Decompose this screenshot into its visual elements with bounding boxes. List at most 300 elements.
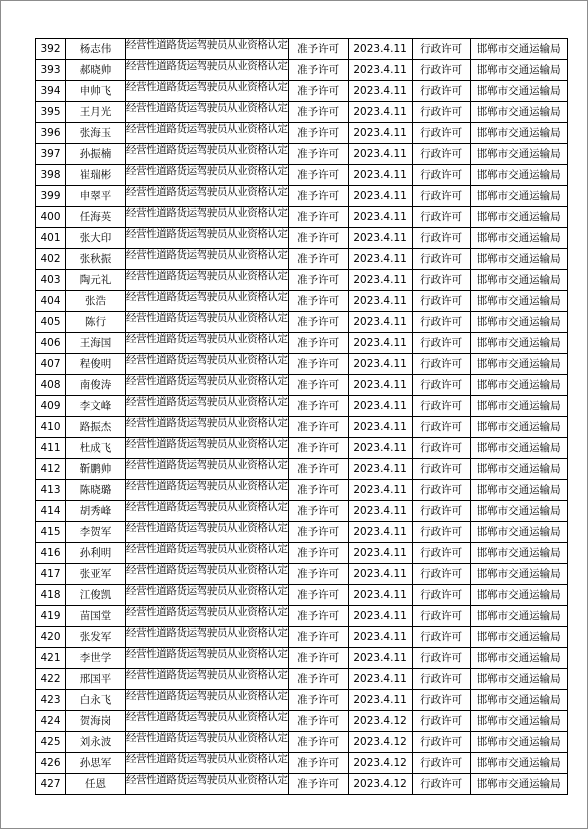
decision-type-cell: 行政许可 bbox=[412, 522, 470, 543]
permit-result-cell: 准予许可 bbox=[288, 396, 348, 417]
table-row bbox=[36, 606, 568, 627]
driver-name-cell: 郝晓帅 bbox=[66, 60, 126, 81]
table-row bbox=[36, 543, 568, 564]
issuing-authority-cell: 邯郸市交通运输局 bbox=[470, 648, 567, 669]
row-number-cell: 422 bbox=[36, 669, 66, 690]
driver-name-cell: 白永飞 bbox=[66, 690, 126, 711]
issuing-authority-cell: 邯郸市交通运输局 bbox=[470, 585, 567, 606]
permit-category-cell bbox=[126, 312, 289, 333]
table-row bbox=[36, 396, 568, 417]
driver-name-cell: 靳鹏帅 bbox=[66, 459, 126, 480]
decision-type-cell: 行政许可 bbox=[412, 459, 470, 480]
row-number-cell: 415 bbox=[36, 522, 66, 543]
issuing-authority-cell: 邯郸市交通运输局 bbox=[470, 228, 567, 249]
permit-category-text: 经营性道路货运驾驶员从业资格认定 bbox=[126, 480, 288, 492]
table-row bbox=[36, 249, 568, 270]
permit-category-cell bbox=[126, 585, 289, 606]
permit-category-cell bbox=[126, 60, 289, 81]
driver-name-cell: 陈晓璐 bbox=[66, 480, 126, 501]
issuing-authority-cell: 邯郸市交通运输局 bbox=[470, 291, 567, 312]
permit-result-cell: 准予许可 bbox=[288, 774, 348, 795]
row-number-cell: 408 bbox=[36, 375, 66, 396]
table-row bbox=[36, 333, 568, 354]
permit-category-text: 经营性道路货运驾驶员从业资格认定 bbox=[126, 690, 288, 702]
driver-name-cell: 张亚军 bbox=[66, 564, 126, 585]
decision-type-cell: 行政许可 bbox=[412, 144, 470, 165]
permit-category-text: 经营性道路货运驾驶员从业资格认定 bbox=[126, 438, 288, 450]
driver-name-cell: 路振杰 bbox=[66, 417, 126, 438]
approval-date-cell: 2023.4.11 bbox=[348, 291, 412, 312]
driver-name-cell: 孙利明 bbox=[66, 543, 126, 564]
permit-category-cell bbox=[126, 291, 289, 312]
permit-result-cell: 准予许可 bbox=[288, 459, 348, 480]
driver-name-cell: 李世学 bbox=[66, 648, 126, 669]
issuing-authority-cell: 邯郸市交通运输局 bbox=[470, 774, 567, 795]
driver-name-cell: 张秋振 bbox=[66, 249, 126, 270]
issuing-authority-cell: 邯郸市交通运输局 bbox=[470, 312, 567, 333]
permit-category-text: 经营性道路货运驾驶员从业资格认定 bbox=[126, 207, 288, 219]
table-row bbox=[36, 690, 568, 711]
permit-category-cell bbox=[126, 774, 289, 795]
issuing-authority-cell: 邯郸市交通运输局 bbox=[470, 459, 567, 480]
row-number-cell: 393 bbox=[36, 60, 66, 81]
permit-result-cell: 准予许可 bbox=[288, 480, 348, 501]
permit-category-cell bbox=[126, 333, 289, 354]
permit-result-cell: 准予许可 bbox=[288, 123, 348, 144]
table-row bbox=[36, 774, 568, 795]
approval-date-cell: 2023.4.11 bbox=[348, 102, 412, 123]
permit-category-text: 经营性道路货运驾驶员从业资格认定 bbox=[126, 102, 288, 114]
approval-date-cell: 2023.4.11 bbox=[348, 522, 412, 543]
issuing-authority-cell: 邯郸市交通运输局 bbox=[470, 627, 567, 648]
table-row bbox=[36, 144, 568, 165]
permit-result-cell: 准予许可 bbox=[288, 669, 348, 690]
permit-category-cell bbox=[126, 270, 289, 291]
permit-category-cell bbox=[126, 438, 289, 459]
issuing-authority-cell: 邯郸市交通运输局 bbox=[470, 711, 567, 732]
permit-result-cell: 准予许可 bbox=[288, 606, 348, 627]
permit-category-cell bbox=[126, 606, 289, 627]
approval-date-cell: 2023.4.11 bbox=[348, 669, 412, 690]
decision-type-cell: 行政许可 bbox=[412, 354, 470, 375]
permit-category-text: 经营性道路货运驾驶员从业资格认定 bbox=[126, 354, 288, 366]
issuing-authority-cell: 邯郸市交通运输局 bbox=[470, 753, 567, 774]
driver-name-cell: 任海英 bbox=[66, 207, 126, 228]
permit-category-text: 经营性道路货运驾驶员从业资格认定 bbox=[126, 291, 288, 303]
issuing-authority-cell: 邯郸市交通运输局 bbox=[470, 375, 567, 396]
row-number-cell: 405 bbox=[36, 312, 66, 333]
permit-category-text: 经营性道路货运驾驶员从业资格认定 bbox=[126, 228, 288, 240]
permit-category-text: 经营性道路货运驾驶员从业资格认定 bbox=[126, 774, 288, 786]
decision-type-cell: 行政许可 bbox=[412, 417, 470, 438]
decision-type-cell: 行政许可 bbox=[412, 732, 470, 753]
permit-category-text: 经营性道路货运驾驶员从业资格认定 bbox=[126, 585, 288, 597]
permit-category-text: 经营性道路货运驾驶员从业资格认定 bbox=[126, 312, 288, 324]
approval-date-cell: 2023.4.11 bbox=[348, 333, 412, 354]
permit-category-text: 经营性道路货运驾驶员从业资格认定 bbox=[126, 564, 288, 576]
table-row bbox=[36, 270, 568, 291]
decision-type-cell: 行政许可 bbox=[412, 312, 470, 333]
row-number-cell: 400 bbox=[36, 207, 66, 228]
permit-result-cell: 准予许可 bbox=[288, 543, 348, 564]
row-number-cell: 404 bbox=[36, 291, 66, 312]
permit-category-text: 经营性道路货运驾驶员从业资格认定 bbox=[126, 711, 288, 723]
table-row bbox=[36, 186, 568, 207]
driver-name-cell: 江俊凯 bbox=[66, 585, 126, 606]
row-number-cell: 412 bbox=[36, 459, 66, 480]
permit-category-cell bbox=[126, 375, 289, 396]
decision-type-cell: 行政许可 bbox=[412, 228, 470, 249]
approval-date-cell: 2023.4.11 bbox=[348, 480, 412, 501]
table-row bbox=[36, 60, 568, 81]
permit-result-cell: 准予许可 bbox=[288, 249, 348, 270]
approval-date-cell: 2023.4.11 bbox=[348, 186, 412, 207]
issuing-authority-cell: 邯郸市交通运输局 bbox=[470, 39, 567, 60]
issuing-authority-cell: 邯郸市交通运输局 bbox=[470, 732, 567, 753]
permit-category-cell bbox=[126, 417, 289, 438]
permit-category-text: 经营性道路货运驾驶员从业资格认定 bbox=[126, 753, 288, 765]
permit-result-cell: 准予许可 bbox=[288, 690, 348, 711]
approval-date-cell: 2023.4.11 bbox=[348, 585, 412, 606]
permit-category-cell bbox=[126, 459, 289, 480]
table-row bbox=[36, 732, 568, 753]
permit-category-text: 经营性道路货运驾驶员从业资格认定 bbox=[126, 333, 288, 345]
permit-result-cell: 准予许可 bbox=[288, 501, 348, 522]
permit-result-cell: 准予许可 bbox=[288, 354, 348, 375]
decision-type-cell: 行政许可 bbox=[412, 60, 470, 81]
permit-category-cell bbox=[126, 165, 289, 186]
driver-name-cell: 张大印 bbox=[66, 228, 126, 249]
permit-category-cell bbox=[126, 249, 289, 270]
driver-name-cell: 刘永波 bbox=[66, 732, 126, 753]
decision-type-cell: 行政许可 bbox=[412, 186, 470, 207]
approval-date-cell: 2023.4.11 bbox=[348, 396, 412, 417]
issuing-authority-cell: 邯郸市交通运输局 bbox=[470, 543, 567, 564]
permit-result-cell: 准予许可 bbox=[288, 585, 348, 606]
table-row bbox=[36, 375, 568, 396]
issuing-authority-cell: 邯郸市交通运输局 bbox=[470, 60, 567, 81]
table-row bbox=[36, 39, 568, 60]
issuing-authority-cell: 邯郸市交通运输局 bbox=[470, 564, 567, 585]
row-number-cell: 401 bbox=[36, 228, 66, 249]
permit-category-cell bbox=[126, 354, 289, 375]
driver-name-cell: 杜成飞 bbox=[66, 438, 126, 459]
permit-category-cell bbox=[126, 186, 289, 207]
decision-type-cell: 行政许可 bbox=[412, 102, 470, 123]
decision-type-cell: 行政许可 bbox=[412, 669, 470, 690]
permit-result-cell: 准予许可 bbox=[288, 228, 348, 249]
permit-result-cell: 准予许可 bbox=[288, 627, 348, 648]
table-row bbox=[36, 480, 568, 501]
permit-category-cell bbox=[126, 543, 289, 564]
row-number-cell: 399 bbox=[36, 186, 66, 207]
approval-date-cell: 2023.4.11 bbox=[348, 459, 412, 480]
approval-date-cell: 2023.4.11 bbox=[348, 564, 412, 585]
driver-name-cell: 张海玉 bbox=[66, 123, 126, 144]
permit-result-cell: 准予许可 bbox=[288, 102, 348, 123]
row-number-cell: 417 bbox=[36, 564, 66, 585]
driver-name-cell: 胡秀峰 bbox=[66, 501, 126, 522]
permit-category-cell bbox=[126, 123, 289, 144]
approval-date-cell: 2023.4.11 bbox=[348, 249, 412, 270]
row-number-cell: 413 bbox=[36, 480, 66, 501]
permit-result-cell: 准予许可 bbox=[288, 270, 348, 291]
table-row bbox=[36, 522, 568, 543]
row-number-cell: 410 bbox=[36, 417, 66, 438]
driver-name-cell: 邢国平 bbox=[66, 669, 126, 690]
permit-category-text: 经营性道路货运驾驶员从业资格认定 bbox=[126, 543, 288, 555]
driver-name-cell: 王月光 bbox=[66, 102, 126, 123]
permit-result-cell: 准予许可 bbox=[288, 522, 348, 543]
issuing-authority-cell: 邯郸市交通运输局 bbox=[470, 480, 567, 501]
approval-date-cell: 2023.4.12 bbox=[348, 732, 412, 753]
table-row bbox=[36, 585, 568, 606]
issuing-authority-cell: 邯郸市交通运输局 bbox=[470, 606, 567, 627]
decision-type-cell: 行政许可 bbox=[412, 375, 470, 396]
issuing-authority-cell: 邯郸市交通运输局 bbox=[470, 270, 567, 291]
approval-date-cell: 2023.4.11 bbox=[348, 123, 412, 144]
row-number-cell: 406 bbox=[36, 333, 66, 354]
row-number-cell: 427 bbox=[36, 774, 66, 795]
permit-category-text: 经营性道路货运驾驶员从业资格认定 bbox=[126, 606, 288, 618]
decision-type-cell: 行政许可 bbox=[412, 627, 470, 648]
decision-type-cell: 行政许可 bbox=[412, 564, 470, 585]
row-number-cell: 402 bbox=[36, 249, 66, 270]
issuing-authority-cell: 邯郸市交通运输局 bbox=[470, 186, 567, 207]
permit-result-cell: 准予许可 bbox=[288, 375, 348, 396]
table-row bbox=[36, 291, 568, 312]
permit-category-text: 经营性道路货运驾驶员从业资格认定 bbox=[126, 39, 288, 51]
decision-type-cell: 行政许可 bbox=[412, 39, 470, 60]
permit-category-cell bbox=[126, 207, 289, 228]
permit-category-cell bbox=[126, 228, 289, 249]
row-number-cell: 426 bbox=[36, 753, 66, 774]
permit-category-cell bbox=[126, 627, 289, 648]
decision-type-cell: 行政许可 bbox=[412, 270, 470, 291]
permit-category-cell bbox=[126, 753, 289, 774]
issuing-authority-cell: 邯郸市交通运输局 bbox=[470, 249, 567, 270]
decision-type-cell: 行政许可 bbox=[412, 690, 470, 711]
approval-date-cell: 2023.4.11 bbox=[348, 81, 412, 102]
driver-name-cell: 杨志伟 bbox=[66, 39, 126, 60]
approval-date-cell: 2023.4.11 bbox=[348, 627, 412, 648]
table-row bbox=[36, 417, 568, 438]
approval-date-cell: 2023.4.12 bbox=[348, 774, 412, 795]
permit-result-cell: 准予许可 bbox=[288, 186, 348, 207]
driver-name-cell: 任恩 bbox=[66, 774, 126, 795]
approval-date-cell: 2023.4.11 bbox=[348, 648, 412, 669]
row-number-cell: 419 bbox=[36, 606, 66, 627]
permit-category-cell bbox=[126, 648, 289, 669]
permit-result-cell: 准予许可 bbox=[288, 144, 348, 165]
approval-date-cell: 2023.4.11 bbox=[348, 354, 412, 375]
decision-type-cell: 行政许可 bbox=[412, 774, 470, 795]
table-row bbox=[36, 312, 568, 333]
permit-category-text: 经营性道路货运驾驶员从业资格认定 bbox=[126, 732, 288, 744]
row-number-cell: 425 bbox=[36, 732, 66, 753]
permit-category-text: 经营性道路货运驾驶员从业资格认定 bbox=[126, 501, 288, 513]
permit-result-cell: 准予许可 bbox=[288, 60, 348, 81]
issuing-authority-cell: 邯郸市交通运输局 bbox=[470, 144, 567, 165]
permit-category-cell bbox=[126, 480, 289, 501]
approval-date-cell: 2023.4.11 bbox=[348, 417, 412, 438]
permit-result-cell: 准予许可 bbox=[288, 165, 348, 186]
issuing-authority-cell: 邯郸市交通运输局 bbox=[470, 102, 567, 123]
row-number-cell: 421 bbox=[36, 648, 66, 669]
approval-date-cell: 2023.4.11 bbox=[348, 165, 412, 186]
permit-category-text: 经营性道路货运驾驶员从业资格认定 bbox=[126, 417, 288, 429]
driver-name-cell: 贺海岗 bbox=[66, 711, 126, 732]
row-number-cell: 409 bbox=[36, 396, 66, 417]
permit-result-cell: 准予许可 bbox=[288, 438, 348, 459]
table-row bbox=[36, 438, 568, 459]
driver-name-cell: 孙振楠 bbox=[66, 144, 126, 165]
decision-type-cell: 行政许可 bbox=[412, 291, 470, 312]
driver-name-cell: 陶元礼 bbox=[66, 270, 126, 291]
row-number-cell: 397 bbox=[36, 144, 66, 165]
decision-type-cell: 行政许可 bbox=[412, 501, 470, 522]
permit-category-text: 经营性道路货运驾驶员从业资格认定 bbox=[126, 186, 288, 198]
approval-date-cell: 2023.4.11 bbox=[348, 606, 412, 627]
table-row bbox=[36, 459, 568, 480]
approval-date-cell: 2023.4.11 bbox=[348, 60, 412, 81]
driver-name-cell: 申帅飞 bbox=[66, 81, 126, 102]
table-row bbox=[36, 207, 568, 228]
permit-category-cell bbox=[126, 102, 289, 123]
permit-category-text: 经营性道路货运驾驶员从业资格认定 bbox=[126, 459, 288, 471]
issuing-authority-cell: 邯郸市交通运输局 bbox=[470, 123, 567, 144]
approval-date-cell: 2023.4.11 bbox=[348, 375, 412, 396]
row-number-cell: 395 bbox=[36, 102, 66, 123]
driver-name-cell: 李文峰 bbox=[66, 396, 126, 417]
permit-category-text: 经营性道路货运驾驶员从业资格认定 bbox=[126, 627, 288, 639]
decision-type-cell: 行政许可 bbox=[412, 606, 470, 627]
decision-type-cell: 行政许可 bbox=[412, 585, 470, 606]
issuing-authority-cell: 邯郸市交通运输局 bbox=[470, 669, 567, 690]
table-row bbox=[36, 501, 568, 522]
issuing-authority-cell: 邯郸市交通运输局 bbox=[470, 417, 567, 438]
decision-type-cell: 行政许可 bbox=[412, 249, 470, 270]
decision-type-cell: 行政许可 bbox=[412, 480, 470, 501]
permit-result-cell: 准予许可 bbox=[288, 711, 348, 732]
permit-result-cell: 准予许可 bbox=[288, 39, 348, 60]
issuing-authority-cell: 邯郸市交通运输局 bbox=[470, 165, 567, 186]
permit-category-text: 经营性道路货运驾驶员从业资格认定 bbox=[126, 123, 288, 135]
table-row bbox=[36, 648, 568, 669]
permit-table bbox=[35, 38, 568, 795]
issuing-authority-cell: 邯郸市交通运输局 bbox=[470, 522, 567, 543]
permit-result-cell: 准予许可 bbox=[288, 81, 348, 102]
permit-result-cell: 准予许可 bbox=[288, 333, 348, 354]
driver-name-cell: 申翠平 bbox=[66, 186, 126, 207]
permit-category-cell bbox=[126, 39, 289, 60]
permit-result-cell: 准予许可 bbox=[288, 753, 348, 774]
permit-category-text: 经营性道路货运驾驶员从业资格认定 bbox=[126, 270, 288, 282]
driver-name-cell: 李贺军 bbox=[66, 522, 126, 543]
row-number-cell: 396 bbox=[36, 123, 66, 144]
permit-result-cell: 准予许可 bbox=[288, 648, 348, 669]
issuing-authority-cell: 邯郸市交通运输局 bbox=[470, 396, 567, 417]
decision-type-cell: 行政许可 bbox=[412, 753, 470, 774]
decision-type-cell: 行政许可 bbox=[412, 123, 470, 144]
table-row bbox=[36, 123, 568, 144]
driver-name-cell: 王海国 bbox=[66, 333, 126, 354]
row-number-cell: 411 bbox=[36, 438, 66, 459]
table-row bbox=[36, 354, 568, 375]
issuing-authority-cell: 邯郸市交通运输局 bbox=[470, 501, 567, 522]
permit-category-cell bbox=[126, 690, 289, 711]
permit-category-cell bbox=[126, 732, 289, 753]
permit-category-text: 经营性道路货运驾驶员从业资格认定 bbox=[126, 81, 288, 93]
driver-name-cell: 张发军 bbox=[66, 627, 126, 648]
approval-date-cell: 2023.4.11 bbox=[348, 690, 412, 711]
driver-name-cell: 南俊涛 bbox=[66, 375, 126, 396]
issuing-authority-cell: 邯郸市交通运输局 bbox=[470, 438, 567, 459]
decision-type-cell: 行政许可 bbox=[412, 396, 470, 417]
approval-date-cell: 2023.4.11 bbox=[348, 144, 412, 165]
permit-category-text: 经营性道路货运驾驶员从业资格认定 bbox=[126, 249, 288, 261]
row-number-cell: 420 bbox=[36, 627, 66, 648]
row-number-cell: 414 bbox=[36, 501, 66, 522]
permit-result-cell: 准予许可 bbox=[288, 291, 348, 312]
permit-category-cell bbox=[126, 501, 289, 522]
permit-result-cell: 准予许可 bbox=[288, 417, 348, 438]
approval-date-cell: 2023.4.11 bbox=[348, 438, 412, 459]
approval-date-cell: 2023.4.11 bbox=[348, 270, 412, 291]
permit-category-cell bbox=[126, 711, 289, 732]
issuing-authority-cell: 邯郸市交通运输局 bbox=[470, 207, 567, 228]
approval-date-cell: 2023.4.11 bbox=[348, 39, 412, 60]
decision-type-cell: 行政许可 bbox=[412, 543, 470, 564]
approval-date-cell: 2023.4.12 bbox=[348, 711, 412, 732]
decision-type-cell: 行政许可 bbox=[412, 81, 470, 102]
decision-type-cell: 行政许可 bbox=[412, 648, 470, 669]
permit-category-text: 经营性道路货运驾驶员从业资格认定 bbox=[126, 165, 288, 177]
driver-name-cell: 陈行 bbox=[66, 312, 126, 333]
driver-name-cell: 苗国堂 bbox=[66, 606, 126, 627]
approval-date-cell: 2023.4.11 bbox=[348, 501, 412, 522]
row-number-cell: 392 bbox=[36, 39, 66, 60]
table-row bbox=[36, 669, 568, 690]
table-row bbox=[36, 102, 568, 123]
permit-result-cell: 准予许可 bbox=[288, 564, 348, 585]
driver-name-cell: 崔瑞彬 bbox=[66, 165, 126, 186]
table-row bbox=[36, 165, 568, 186]
permit-category-text: 经营性道路货运驾驶员从业资格认定 bbox=[126, 522, 288, 534]
permit-category-cell bbox=[126, 81, 289, 102]
decision-type-cell: 行政许可 bbox=[412, 207, 470, 228]
decision-type-cell: 行政许可 bbox=[412, 165, 470, 186]
permit-category-cell bbox=[126, 396, 289, 417]
approval-date-cell: 2023.4.11 bbox=[348, 207, 412, 228]
driver-name-cell: 张浩 bbox=[66, 291, 126, 312]
row-number-cell: 407 bbox=[36, 354, 66, 375]
row-number-cell: 403 bbox=[36, 270, 66, 291]
table-row bbox=[36, 753, 568, 774]
driver-name-cell: 程俊明 bbox=[66, 354, 126, 375]
permit-result-cell: 准予许可 bbox=[288, 312, 348, 333]
table-row bbox=[36, 711, 568, 732]
permit-table-body bbox=[36, 39, 568, 795]
permit-result-cell: 准予许可 bbox=[288, 207, 348, 228]
table-row bbox=[36, 564, 568, 585]
approval-date-cell: 2023.4.11 bbox=[348, 543, 412, 564]
permit-category-text: 经营性道路货运驾驶员从业资格认定 bbox=[126, 375, 288, 387]
permit-result-cell: 准予许可 bbox=[288, 732, 348, 753]
row-number-cell: 398 bbox=[36, 165, 66, 186]
decision-type-cell: 行政许可 bbox=[412, 438, 470, 459]
permit-category-text: 经营性道路货运驾驶员从业资格认定 bbox=[126, 396, 288, 408]
